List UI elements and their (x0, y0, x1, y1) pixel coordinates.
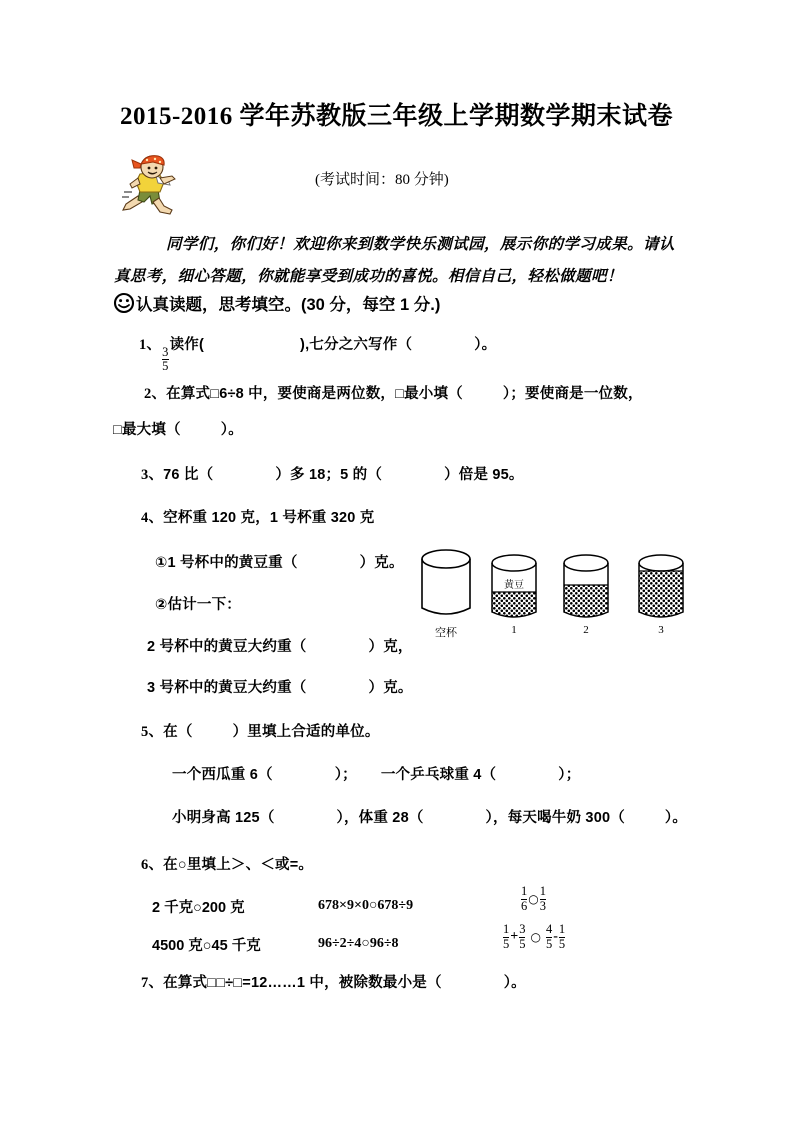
question-6-c2-row-1[interactable]: 678×9×0○678÷9 (318, 898, 414, 913)
cup-1-label: 1 (511, 624, 517, 636)
question-1-text-b: ),七分之六写作（ (300, 337, 413, 353)
question-5-number: 5、 (141, 724, 164, 740)
question-1-text-c: ）。 (474, 337, 497, 353)
question-5-line-2 (172, 806, 687, 827)
section-heading-label: 认真读题，思考填空。(30 分，每空 1 分.) (136, 296, 441, 314)
question-4-item-2: ②估计一下： (155, 597, 241, 613)
question-2-text-a: 在算式□6÷8 中，要使商是两位数，□最小填（ (166, 386, 463, 402)
question-5-l1-b: ）； (334, 767, 357, 783)
question-4-header (141, 506, 374, 527)
question-4-item-3 (147, 635, 413, 656)
question-5-l2-d: ）。 (664, 810, 688, 826)
smiley-face-icon (113, 292, 135, 314)
question-4-item3-text-b: ）克， (368, 639, 413, 655)
question-2-line-1 (144, 382, 643, 403)
q6-frac-2-left-2: $\frac{3}{5}$ (519, 922, 526, 951)
question-6-c1-row-1[interactable]: 2 千克○200 克 (152, 899, 245, 916)
exam-time-note: (考试时间：80 分钟) (315, 172, 449, 188)
question-5-line-1 (172, 763, 580, 784)
q6-compare-circle-2[interactable]: ○ (530, 930, 541, 944)
question-6-number: 6、 (141, 857, 164, 873)
q6-frac-2-right-2: $\frac{1}{5}$ (558, 922, 566, 951)
question-5-l1-d: ）； (558, 767, 581, 783)
q6-op-minus: - (553, 929, 558, 944)
cup-empty (417, 546, 475, 639)
question-4-number: 4、 (141, 510, 164, 526)
cup-3-label: 3 (658, 624, 664, 636)
question-6-header (141, 853, 313, 874)
question-4-item-1 (155, 551, 404, 572)
question-7-text-a: 在算式□□÷□=12……1 中，被除数最小是（ (163, 975, 442, 991)
question-2-text-c: □最大填（ (113, 422, 181, 438)
question-4-item-4 (147, 676, 413, 697)
question-6-c3-row-2[interactable] (502, 918, 566, 956)
question-4-item1-text-b: ）克。 (359, 555, 404, 571)
question-2-text-b: ）；要使商是一位数， (502, 386, 643, 402)
question-6-column-3 (503, 880, 566, 956)
page-title: 2015-2016 学年苏教版三年级上学期数学期末试卷 (119, 103, 674, 130)
question-6-header-text: 在○里填上＞、＜或=。 (163, 857, 314, 873)
cup-2 (560, 552, 612, 636)
question-1 (139, 333, 496, 373)
question-3-text-c: ）倍是 95。 (444, 467, 524, 483)
cup-1 (488, 552, 540, 636)
question-6-column-2 (318, 887, 413, 963)
question-4-item4-text-a: 3 号杯中的黄豆大约重（ (147, 680, 307, 696)
intro-paragraph: 同学们，你们好！欢迎你来到数学快乐测试园，展示你的学习成果。请认真思考，细心答题，你就能享受到成功的喜悦。相信自己，轻松做题吧！ (114, 234, 675, 285)
question-7-text-b: ）。 (503, 975, 526, 991)
q6-op-plus: + (510, 929, 519, 944)
question-2-text-d: ）。 (220, 422, 243, 438)
question-3-number: 3、 (141, 467, 164, 483)
question-4-item3-text-a: 2 号杯中的黄豆大约重（ (147, 639, 307, 655)
cup-2-label: 2 (583, 624, 589, 636)
q6-frac-2-right-1: $\frac{4}{5}$ (545, 922, 553, 951)
q6-frac-1-left: $\frac{1}{6}$ (521, 884, 528, 913)
cup-1-inner-label: 黄豆 (504, 580, 524, 591)
question-7 (141, 971, 526, 992)
question-1-number: 1、 (139, 337, 162, 353)
q6-compare-circle-1[interactable]: ○ (528, 892, 539, 906)
running-boy-icon (120, 152, 182, 218)
section-heading (113, 291, 440, 315)
question-5-header-a: 在（ (163, 724, 193, 740)
question-2-line-2 (113, 418, 243, 439)
question-4-item4-text-b: ）克。 (368, 680, 413, 696)
question-6-c1-row-2[interactable]: 4500 克○45 千克 (152, 937, 261, 954)
question-4-item1-text-a: ①1 号杯中的黄豆重（ (155, 555, 298, 571)
question-5-l2-b: ），体重 28（ (336, 810, 424, 826)
question-1-fraction: $\frac{3}{5}$ (162, 345, 169, 374)
cup-3 (635, 552, 687, 636)
question-5-l1-c: 一个乒乓球重 4（ (380, 767, 497, 783)
q6-frac-1-right: $\frac{1}{3}$ (539, 884, 546, 913)
question-2-number: 2、 (144, 386, 167, 402)
question-5-header-b: ）里填上合适的单位。 (232, 724, 380, 740)
question-5-l2-a: 小明身高 125（ (172, 810, 275, 826)
question-6-c2-row-2[interactable]: 96÷2÷4○96÷8 (318, 936, 399, 951)
question-5-header (141, 720, 380, 741)
question-3-text-a: 76 比（ (163, 467, 214, 483)
question-3 (141, 463, 524, 484)
question-3-text-b: ）多 18；5 的（ (275, 467, 383, 483)
question-5-l1-a: 一个西瓜重 6（ (172, 767, 273, 783)
question-6-column-1 (152, 887, 261, 963)
question-6-c3-row-1[interactable] (520, 880, 566, 918)
cup-empty-label: 空杯 (435, 627, 457, 639)
question-1-text-a: 读作( (169, 337, 205, 353)
cup-diagram-group (413, 544, 713, 644)
question-5-l2-c: ），每天喝牛奶 300（ (485, 810, 625, 826)
question-4-header-text: 空杯重 120 克，1 号杯重 320 克 (163, 510, 375, 526)
q6-frac-2-left-1: $\frac{1}{5}$ (503, 922, 510, 951)
question-7-number: 7、 (141, 975, 164, 991)
